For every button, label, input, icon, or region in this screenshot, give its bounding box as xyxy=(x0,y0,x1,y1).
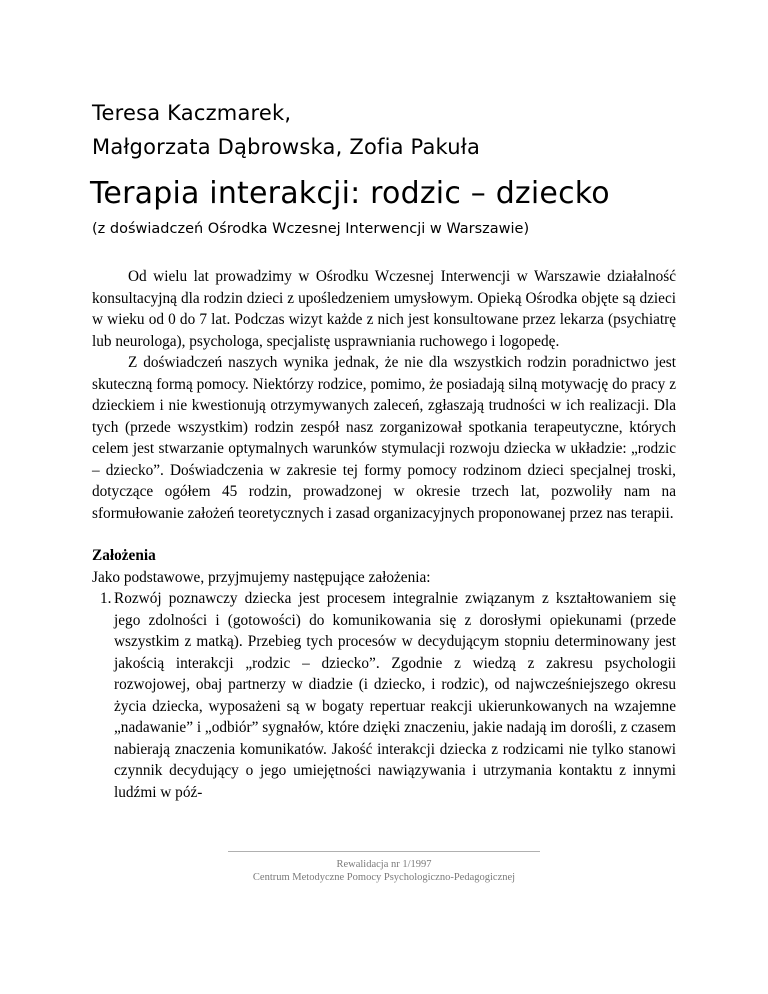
body-paragraph: Z doświadczeń naszych wynika jednak, że nie dla wszystkich rodzin poradnictwo jest skuteczną formą pomocy. Niektórzy rodzice, pomimo, że posiadają silną motywację do pracy z dzieckiem i nie kwestionują otrzymywanych zaleceń, zgłaszają trudności w ich realizacji. Dla tych (przede wszystkim) rodzin zespół nasz zorganizował spotkania terapeutyczne, których celem jest stwarzanie optymalnych warunków stymulacji rozwoju dziecka w układzie: „rodzic – dziecko”. Doświadczenia w zakresie tej formy pomocy rodzinom dzieci specjalnej troski, dotyczące ogółem 45 rodzin, prowadzonej w okresie trzech lat, pozwoliły nam na sformułowanie założeń teoretycznych i zasad organizacyjnych proponowanej przez nas terapii. xyxy=(92,354,676,522)
assumptions-list xyxy=(92,588,676,803)
authors xyxy=(92,96,480,164)
section-intro: Jako podstawowe, przyjmujemy następujące założenia: xyxy=(92,568,431,586)
footer-publisher: Centrum Metodyczne Pomocy Psychologiczno-Pedagogicznej xyxy=(252,872,516,883)
list-item-text: Rozwój poznawczy dziecka jest procesem integralnie związanym z kształtowaniem się jego zdolności i (gotowości) do komunikowania się z dorosłymi opiekunami (przede wszystkim z matką). Przebieg tych procesów w decydującym stopniu determinowany jest jakością interakcji „rodzic – dziecko”. Zgodnie z wiedzą z zakresu psychologii rozwojowej, obaj partnerzy w diadzie (i dziecko, i rodzic), od najwcześniejszego okresu życia dziecka, wyposażeni są w bogaty repertuar reakcji ukierunkowanych na wzajemne „nadawanie” i „odbiór” sygnałów, które dzięki znaczeniu, jakie nadają im dorośli, z czasem nabierają znaczenia komunikatów. Jakość interakcji dziecka z rodzicami nie tylko stanowi czynnik decydujący o jego umiejętności nawiązywania i utrzymania kontaktu z innymi ludźmi w póź- xyxy=(114,590,676,801)
section-heading: Założenia xyxy=(92,547,156,564)
footer-divider xyxy=(228,851,540,852)
author-line-2: Małgorzata Dąbrowska, Zofia Pakuła xyxy=(92,135,481,159)
body-paragraph: Od wielu lat prowadzimy w Ośrodku Wczesnej Interwencji w Warszawie działalność konsultacyjną dla rodzin dzieci z upośledzeniem umysłowym. Opieką Ośrodka objęte są dzieci w wieku od 0 do 7 lat. Podczas wizyt każde z nich jest konsultowane przez lekarza (psychiatrę lub neurologa), psychologa, specjalistę usprawniania ruchowego i logopedę. xyxy=(92,268,676,350)
author-line-1: Teresa Kaczmarek, xyxy=(92,101,292,125)
footer-journal: Rewalidacja nr 1/1997 xyxy=(336,859,432,870)
article-subtitle: (z doświadczeń Ośrodka Wczesnej Interwencji w Warszawie) xyxy=(92,221,530,237)
list-item-number: 1. xyxy=(100,590,112,607)
list-item xyxy=(92,588,676,803)
article-title: Terapia interakcji: rodzic – dziecko xyxy=(90,176,610,211)
article-body xyxy=(92,266,676,803)
